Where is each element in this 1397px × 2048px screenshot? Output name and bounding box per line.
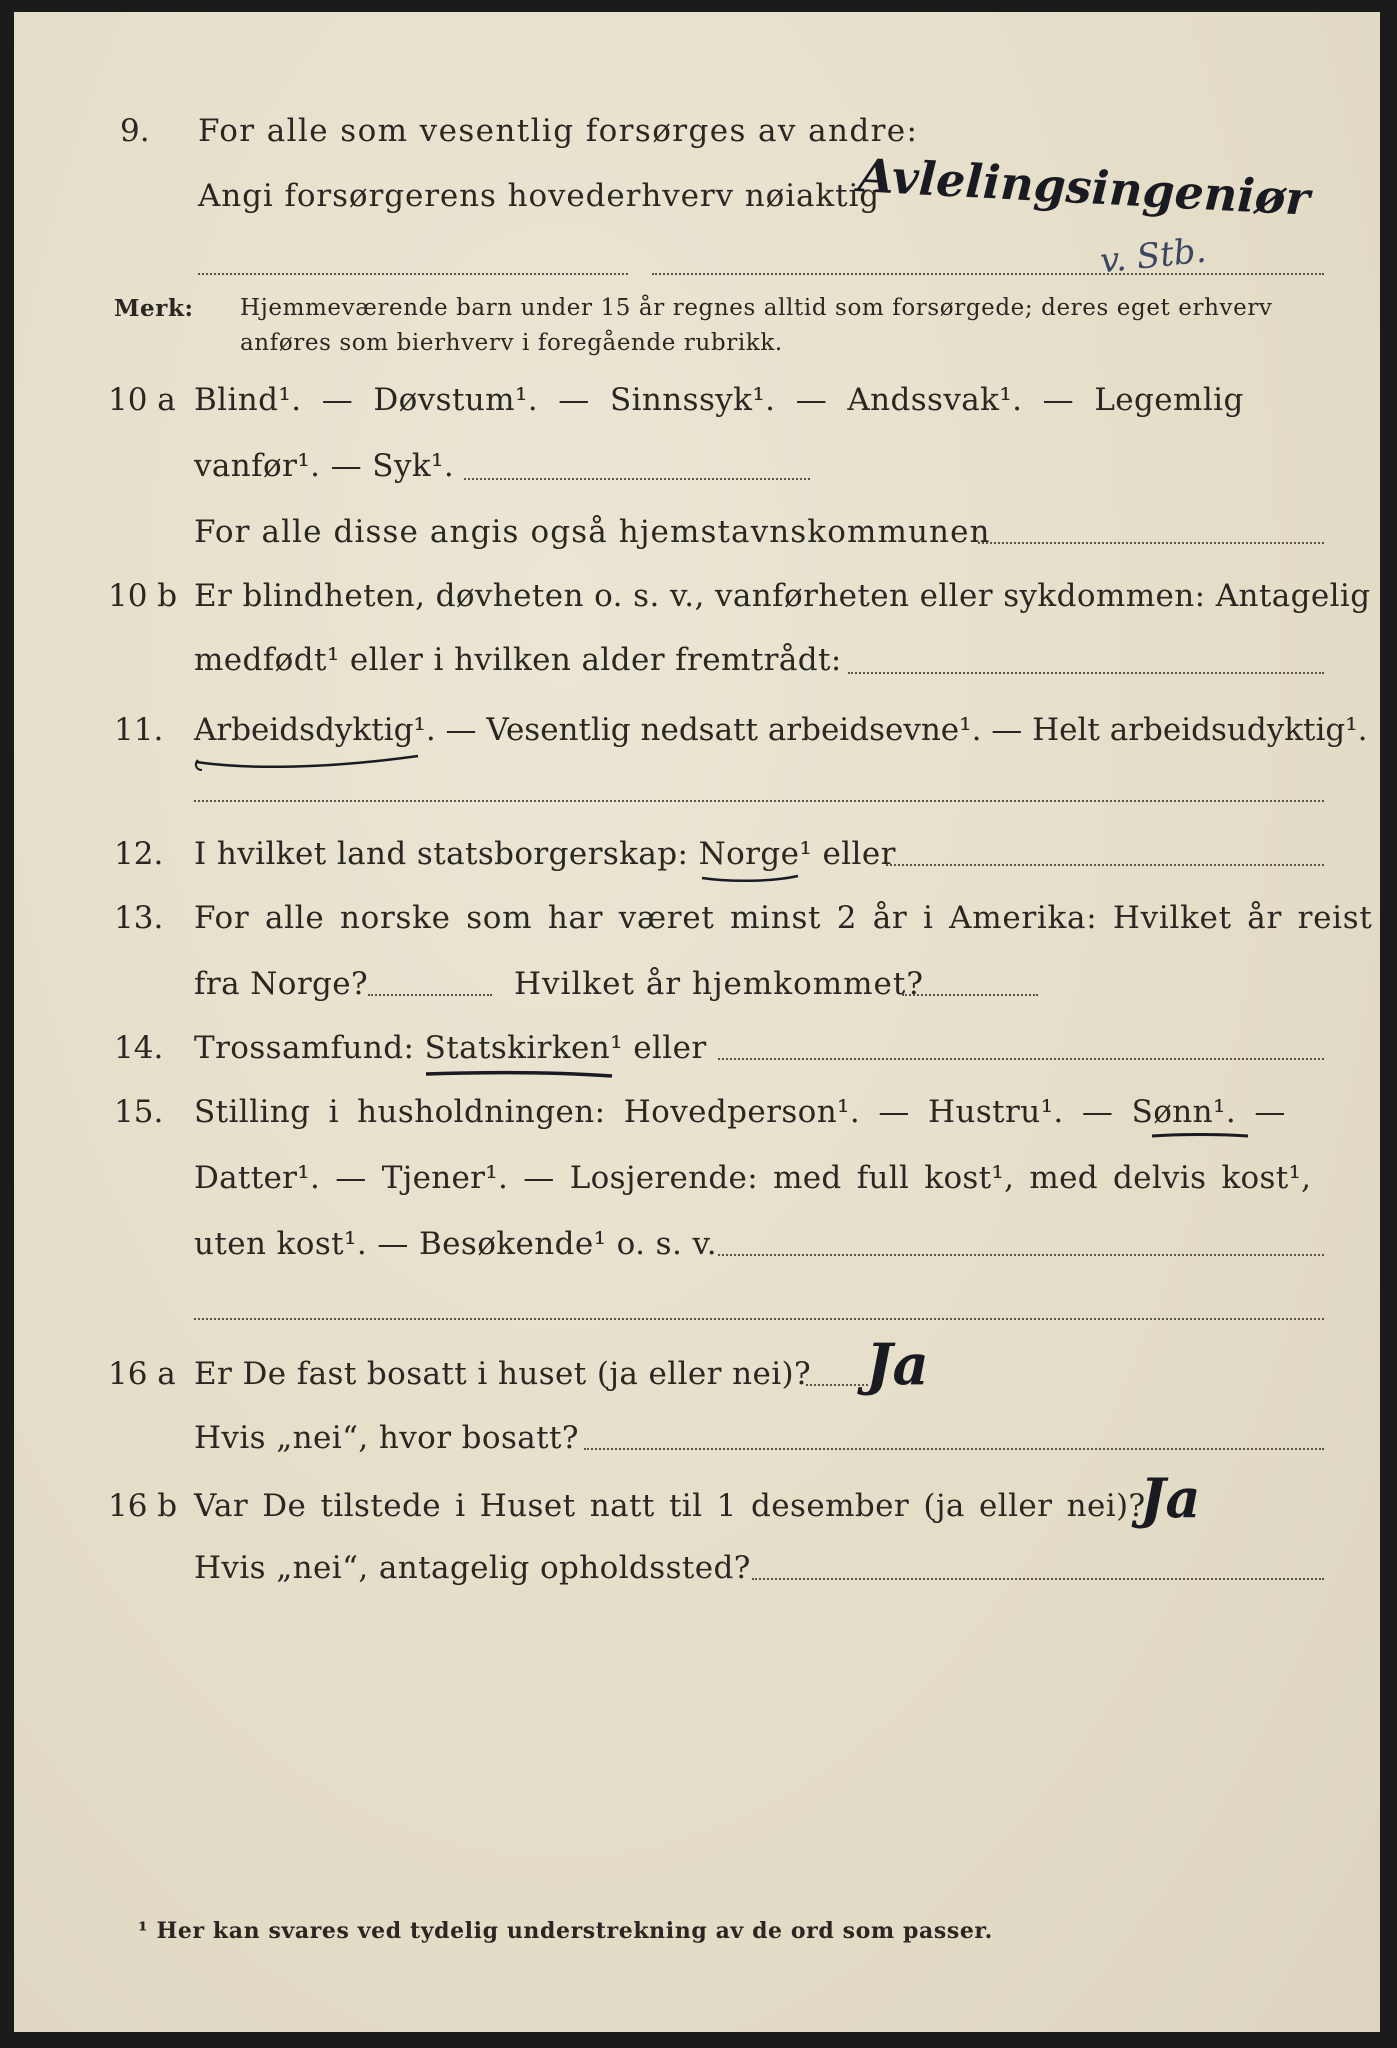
q13-number: 13. [114,900,164,936]
q10b-answer-line [848,672,1324,674]
q14-answer-line [718,1058,1324,1060]
q16b-line1: Var De tilstede i Huset natt til 1 desember (ja eller nei)? [194,1488,1146,1524]
q9-number: 9. [120,113,150,149]
q15-extra-line [194,1318,1324,1320]
q14-line1: Trossamfund: Statskirken¹ eller [194,1030,707,1066]
q10a-number: 10 a [108,382,176,418]
q10a-line3: For alle disse angis også hjemstavnskommunen [194,514,991,550]
q16a-line1: Er De fast bosatt i huset (ja eller nei)? [194,1356,812,1392]
q10a-line2: vanfør¹. — Syk¹. [194,448,455,484]
q13-line1: For alle norske som har været minst 2 år i Amerika: Hvilket år reist [194,900,1373,936]
q9-handwritten-answer-2: v. Stb. [1098,230,1209,282]
q11-number: 11. [114,712,164,748]
q9-answer-line-b [652,273,1324,275]
q9-answer-line-a [198,273,628,275]
q12-number: 12. [114,836,164,872]
q10b-line1: Er blindheten, døvheten o. s. v., vanførheten eller sykdommen: Antagelig [194,578,1371,614]
q9-handwritten-answer: Avlelingsingeniør [856,148,1312,226]
q9-question-line2: Angi forsørgerens hovederhverv nøiaktig [198,178,881,214]
q16a-line2: Hvis „nei“, hvor bosatt? [194,1420,579,1456]
q15-line2: Datter¹. — Tjener¹. — Losjerende: med full kost¹, med delvis kost¹, [194,1160,1312,1196]
q13-hjemkommet-line [902,994,1038,996]
note-line1: Hjemmeværende barn under 15 år regnes alltid som forsørgede; deres eget erhverv [240,295,1273,321]
q9-question-line1: For alle som vesentlig forsørges av andre: [198,113,919,149]
q10b-line2: medfødt¹ eller i hvilken alder fremtrådt: [194,642,842,678]
q16a-handwritten-answer: Ja [866,1332,929,1398]
q11-underline-mark [192,750,422,772]
q10a-line1: Blind¹. — Døvstum¹. — Sinnssyk¹. — Andssvak¹. — Legemlig [194,382,1244,418]
q10a-hjemstavn-line [978,542,1324,544]
q16a-bosatt-line [584,1448,1324,1450]
q15-line1: Stilling i husholdningen: Hovedperson¹. — Hustru¹. — Sønn¹. — [194,1094,1286,1130]
q16b-opholdssted-line [752,1578,1324,1580]
q13-reist-line [368,994,492,996]
q16a-number: 16 a [108,1356,176,1392]
q15-line3: uten kost¹. — Besøkende¹ o. s. v. [194,1226,717,1262]
q12-underline-mark [700,872,800,886]
footnote: ¹ Her kan svares ved tydelig understrekning av de ord som passer. [138,1918,993,1944]
q16b-handwritten-answer: Ja [1140,1466,1201,1530]
q10a-answer-line [464,478,810,480]
note-label: Merk: [114,295,194,322]
q11-line1: Arbeidsdyktig¹. — Vesentlig nedsatt arbeidsevne¹. — Helt arbeidsudyktig¹. [194,712,1368,748]
q12-answer-line [886,864,1324,866]
q14-underline-mark [424,1066,614,1082]
q16a-answer-line [806,1384,868,1386]
q10b-number: 10 b [108,578,178,614]
note-line2: anføres som bierhverv i foregående rubrikk. [240,330,783,356]
q13-line2a: fra Norge? [194,966,369,1002]
q11-answer-line [194,800,1324,802]
q14-number: 14. [114,1030,164,1066]
q16b-line2: Hvis „nei“, antagelig opholdssted? [194,1550,751,1586]
q15-number: 15. [114,1094,164,1130]
q13-line2b: Hvilket år hjemkommet? [514,966,924,1002]
q15-underline-mark [1150,1130,1250,1142]
q15-answer-line [718,1254,1324,1256]
q16b-number: 16 b [108,1488,178,1524]
q12-line1: I hvilket land statsborgerskap: Norge¹ eller [194,836,896,872]
